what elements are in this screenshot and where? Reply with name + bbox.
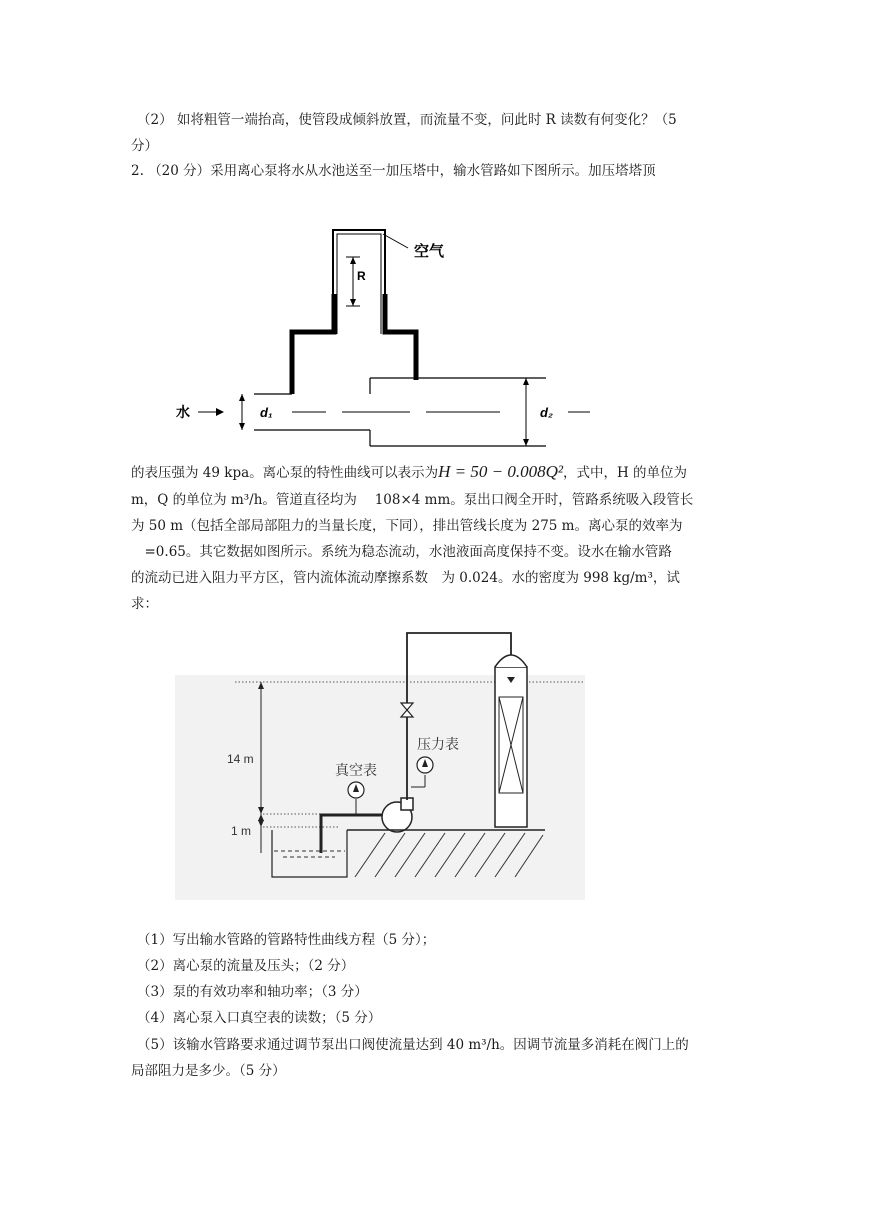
question-1: （1）写出输水管路的管路特性曲线方程（5 分）； (137, 932, 436, 948)
question-5-line2: 局部阻力是多少。（5 分） (131, 1063, 286, 1079)
pressure-gauge-label: 压力表 (417, 736, 459, 752)
water-label: 水 (176, 404, 190, 420)
q2-para-line1 (131, 462, 687, 483)
q2-para-line4: =0.65。其它数据如图所示。系统为稳态流动，水池液面高度保持不变。设水在输水管路 (131, 544, 672, 560)
q2-para-line5: 的流动已进入阻力平方区，管内流体流动摩擦系数 为 0.024。水的密度为 998 kg/m³，试 (131, 570, 680, 586)
d2-label: d₂ (540, 405, 553, 420)
q2-para-line3: 为 50 m（包括全部局部阻力的当量长度，下同），排出管线长度为 275 m。离心泵的效率为 (131, 518, 683, 534)
question-5-line1: （5）该输水管路要求通过调节泵出口阀使流量达到 40 m³/h。因调节流量多消耗在阀门上的 (137, 1037, 689, 1053)
height-14m-label: 14 m (227, 752, 254, 766)
q2-para-line1-b: ，式中，H 的单位为 (562, 465, 688, 481)
pump-curve-formula: H = 50 − 0.008Q² (438, 462, 563, 481)
q1-part2-line1: （2） 如将粗管一端抬高，使管段成倾斜放置，而流量不变，问此时 R 读数有何变化？（5 (137, 112, 677, 128)
q2-para-line6: 求： (131, 596, 158, 612)
question-4: （4）离心泵入口真空表的读数；（5 分） (137, 1010, 382, 1026)
r-label: R (357, 269, 366, 283)
q2-para-line2: m，Q 的单位为 m³/h。管道直径均为 108×4 mm。泵出口阀全开时，管路系统吸入段管长 (131, 492, 694, 508)
manometer-pipe-figure (170, 218, 610, 458)
pump-system-figure (175, 625, 595, 900)
question-2: （2）离心泵的流量及压头；（2 分） (137, 958, 355, 974)
q1-part2-line2: 分） (131, 138, 158, 154)
q2-para-line1-a: 的表压强为 49 kpa。离心泵的特性曲线可以表示为 (131, 465, 439, 481)
d1-label: d₁ (260, 405, 273, 420)
vacuum-gauge-label: 真空表 (335, 762, 377, 778)
air-label: 空气 (414, 243, 445, 260)
question-3: （3）泵的有效功率和轴功率；（3 分） (137, 984, 368, 1000)
height-1m-label: 1 m (231, 824, 252, 838)
q2-intro: 2. （20 分）采用离心泵将水从水池送至一加压塔中，输水管路如下图所示。加压塔塔顶 (131, 163, 656, 179)
